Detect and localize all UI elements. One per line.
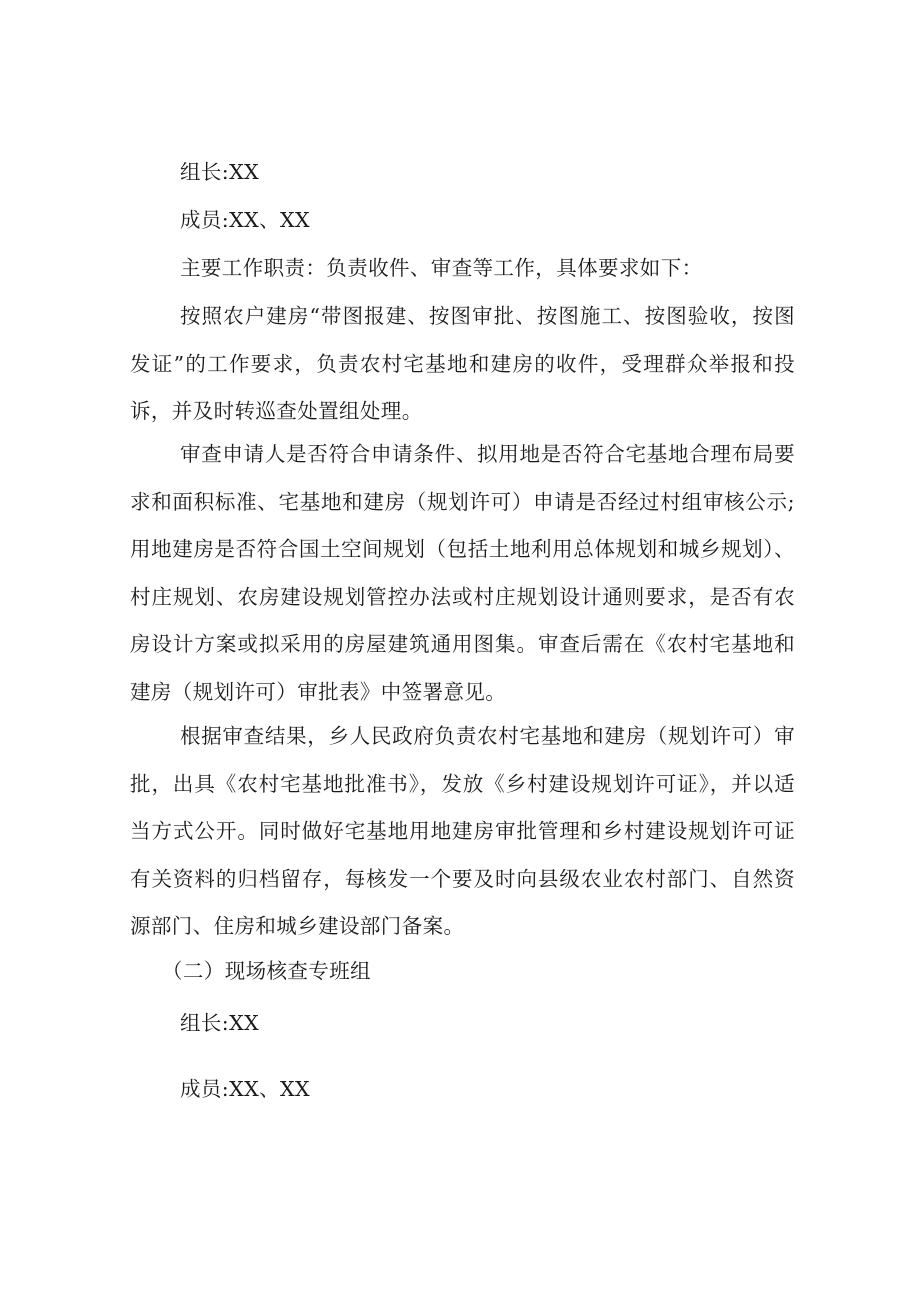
group-members-line: 成员:XX、XX [180,208,310,232]
paragraph-review-requirements: 审查申请人是否符合申请条件、拟用地是否符合宅基地合理布局要求和面积标准、宅基地和建房（规划许可）申请是否经过村组审核公示;用地建房是否符合国土空间规划（包括土地利用总体规划和城乡规划）、村庄规划、农房建设规划管控办法或村庄规划设计通则要求，是否有农房设计方案或拟采用的房屋建筑通用图集。审查后需在《农村宅基地和建房（规划许可）审批表》中签署意见。 [130,442,795,704]
main-duties-line: 主要工作职责：负责收件、审查等工作，具体要求如下： [180,256,703,280]
paragraph-receiving-applications: 按照农户建房“带图报建、按图审批、按图施工、按图验收，按图发证”的工作要求，负责农村宅基地和建房的收件，受理群众举报和投诉，并及时转巡查处置组处理。 [130,304,795,423]
group-leader-line-2: 组长:XX [180,1011,260,1035]
paragraph-approval-and-filing: 根据审查结果，乡人民政府负责农村宅基地和建房（规划许可）审批，出具《农村宅基地批准书》，发放《乡村建设规划许可证》，并以适当方式公开。同时做好宅基地用地建房审批管理和乡村建设规划许可证有关资料的归档留存，每核发一个要及时向县级农业农村部门、自然资源部门、住房和城乡建设部门备案。 [130,724,795,938]
section-heading-site-inspection-group: （二）现场核查专班组 [162,959,371,983]
group-leader-line: 组长:XX [180,160,260,184]
group-members-line-2: 成员:XX、XX [180,1077,310,1101]
